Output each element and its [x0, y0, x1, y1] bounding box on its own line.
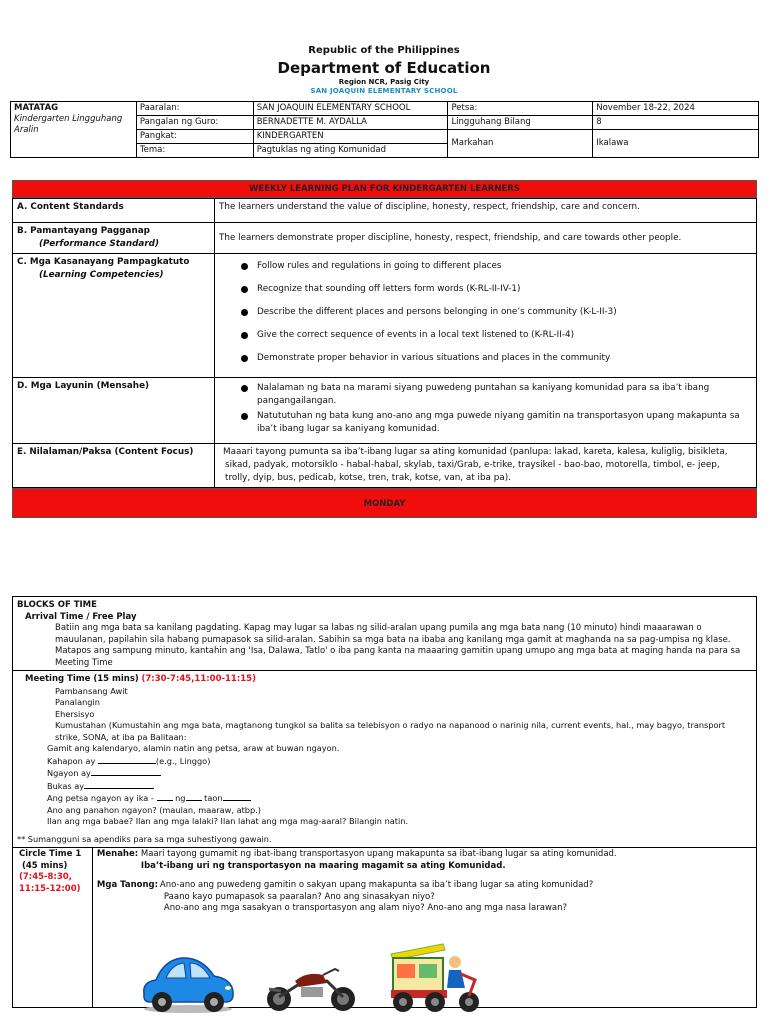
wlp-banner: WEEKLY LEARNING PLAN FOR KINDERGARTEN LEARNERS [12, 180, 757, 198]
panahon-question: Ano ang panahon ngayon? (maulan, maaraw, atbp.) [47, 804, 261, 815]
competencies-list-cell [215, 254, 757, 378]
meeting-time: (7:30-7:45,11:00-11:15) [141, 674, 256, 684]
linggo-label: Lingguhang Bilang [448, 116, 593, 130]
pangkat-value: KINDERGARTEN [253, 130, 448, 144]
blocks-table [12, 596, 757, 1008]
circle-time-cell [13, 848, 93, 1008]
monday-banner: MONDAY [12, 488, 757, 518]
circle-mins: (45 mins) [22, 860, 68, 871]
department-title: Department of Education [277, 59, 491, 77]
pangkat-label: Pangkat: [136, 130, 253, 144]
objectives-label: D. Mga Layunin (Mensahe) [13, 378, 215, 444]
blocks-title: BLOCKS OF TIME [17, 600, 97, 610]
arrival-title: Arrival Time / Free Play [25, 611, 137, 622]
competency-item: Give the correct sequence of events in a local text listened to (K-RL-II-4) [241, 329, 752, 342]
tanong-lines [160, 880, 593, 915]
info-table [10, 101, 759, 158]
competency-item: Demonstrate proper behavior in various situations and places in the community [241, 352, 752, 365]
kahapon-line: Kahapon ay (e.g., Linggo) [47, 755, 211, 766]
question-line: Ano-ano ang mga sasakyan o transportasyon ang alam niyo? Ano-ano ang mga nasa larawan? [163, 903, 568, 913]
markahan-value: Ikalawa [593, 130, 759, 158]
appendix-note: ** Sumangguni sa apendiks para sa mga suhestiyong gawain. [17, 833, 272, 844]
circle-title: Circle Time 1 [19, 849, 82, 859]
petsa-question: Ang petsa ngayon ay ika - ng taon [47, 792, 752, 805]
objectives-list [219, 382, 752, 436]
meeting-line: Panalangin [55, 697, 100, 707]
menahe-text: Maari tayong gumamit ng ibat-ibang transportasyon upang makapunta sa ibat-ibang lugar sa ating komunidad. [140, 849, 617, 859]
republic-line: Republic of the Philippines [308, 45, 460, 56]
meeting-line: Pambansang Awit [55, 685, 128, 696]
question-line: Ano-ano ang puwedeng gamitin o sakyan upang makapunta sa iba’t ibang lugar sa ating komunidad? [159, 880, 594, 890]
question-line: Paano kayo pumapasok sa paaralan? Ano ang sinasakyan niyo? [163, 891, 435, 902]
program-cell [11, 102, 137, 158]
circle-time: (7:45-8:30, 11:15-12:00) [19, 872, 81, 894]
content-standards-value: The learners understand the value of discipline, honesty, respect, friendship, care and concern. [215, 199, 757, 223]
ngayon-line: Ngayon ay [47, 767, 752, 780]
objective-item: Nalalaman ng bata na marami siyang puwedeng puntahan sa kaniyang komunidad para sa iba’t ibang pangangailangan. [241, 382, 752, 408]
guro-value: BERNADETTE M. AYDALLA [253, 116, 448, 130]
meeting-title: Meeting Time (15 mins) [25, 674, 139, 684]
competency-item: Recognize that sounding off letters form words (K-RL-II-IV-1) [241, 283, 752, 296]
performance-standard-value: The learners demonstrate proper discipline, honesty, respect, friendship, and care towards other people. [215, 223, 757, 254]
tanong-label: Mga Tanong: [96, 880, 159, 890]
babae-question: Ilan ang mga babae? Ilan ang mga lalaki? Ilan lahat ang mga mag-aaral? Bilangin natin. [47, 816, 409, 826]
meeting-line: Ehersisyo [55, 708, 95, 719]
markahan-label: Markahan [448, 130, 593, 158]
arrival-cell [13, 597, 757, 671]
meeting-gamit: Gamit ang kalendaryo, alamin natin ang petsa, araw at buwan ngayon. [47, 743, 340, 753]
tricycle-picture [385, 940, 483, 1016]
objectives-list-cell [215, 378, 757, 444]
content-focus-label: E. Nilalaman/Paksa (Content Focus) [13, 444, 215, 488]
competencies-label: C. Mga Kasanayang Pampagkatuto (Learning Competencies) [13, 254, 215, 378]
performance-standard-label: B. Pamantayang Pagganap (Performance Standard) [13, 223, 215, 254]
meeting-cell [13, 671, 757, 848]
petsa-value: November 18-22, 2024 [593, 102, 759, 116]
program-title: MATATAG [14, 103, 59, 113]
paaralan-label: Paaralan: [136, 102, 253, 116]
meeting-lines [17, 686, 752, 744]
guro-label: Pangalan ng Guro: [136, 116, 253, 130]
competencies-list [219, 260, 752, 365]
content-focus-value: Maaari tayong pumunta sa iba’t-ibang lugar sa ating komunidad (panlupa: lakad, kareta, kalesa, kuliglig, bisikleta, sikad, padyak, motorsiklo - habal-habal, skylab, taxi/Grab, e-trike, traysikel - bao-bao, motorella, timbol, e- jeep, trolly, dyip, bus, pedicab, kotse, tren, trak, kotse, van, at iba pa). [215, 444, 757, 488]
menahe-label: Menahe: [96, 849, 139, 859]
school-line: SAN JOAQUIN ELEMENTARY SCHOOL [310, 87, 458, 95]
menahe-bold: Iba’t-ibang uri ng transportasyon na maaring magamit sa ating Komunidad. [140, 860, 506, 871]
car-picture [138, 948, 238, 1016]
tema-label: Tema: [136, 144, 253, 158]
paaralan-value: SAN JOAQUIN ELEMENTARY SCHOOL [253, 102, 448, 116]
petsa-label: Petsa: [448, 102, 593, 116]
competency-item: Describe the different places and persons belonging in one’s community (K-L-II-3) [241, 306, 752, 319]
content-standards-label: A. Content Standards [13, 199, 215, 223]
meeting-line: Kumustahan (Kumustahin ang mga bata, magtanong tungkol sa balita sa telebisyon o radyo na napanood o narinig nila, current events, hal., may bagyo, transport strike, SONA, at iba pa Balitaan: [55, 720, 726, 742]
document-header [0, 44, 768, 96]
competency-item: Follow rules and regulations in going to different places [241, 260, 752, 273]
wlp-table [12, 198, 757, 488]
bukas-line: Bukas ay [47, 780, 752, 793]
linggo-value: 8 [593, 116, 759, 130]
circle-content-cell [92, 848, 756, 1008]
region-line: Region NCR, Pasig City [338, 78, 430, 86]
motorcycle-picture [261, 963, 361, 1013]
objective-item: Natututuhan ng bata kung ano-ano ang mga puwede niyang gamitin na transportasyon upang makapunta sa iba’t ibang lugar sa kaniyang komunidad. [241, 410, 752, 436]
arrival-text: Batiin ang mga bata sa kanilang pagdating. Kapag may lugar sa labas ng silid-aralan upang pumila ang mga bata nang (10 minuto) hindi maaarawan o mauulanan, papilahin sila habang pumapasok sa silid-aralan. Sabihin sa mga bata na ibaba ang kanilang mga gamit at maghanda na sa pag-umpisa ng klase. Matapos ang sampung minuto, kantahin ang 'Isa, Dalawa, Tatlo' o iba pang kanta na maaaring gamitin upang umupo ang mga bata at maging handa na para sa Meeting Time [55, 623, 741, 668]
tema-value: Pagtuklas ng ating Komunidad [253, 144, 448, 158]
tanong-block [97, 880, 752, 915]
program-subtitle: Kindergarten Lingguhang Aralin [14, 114, 123, 135]
